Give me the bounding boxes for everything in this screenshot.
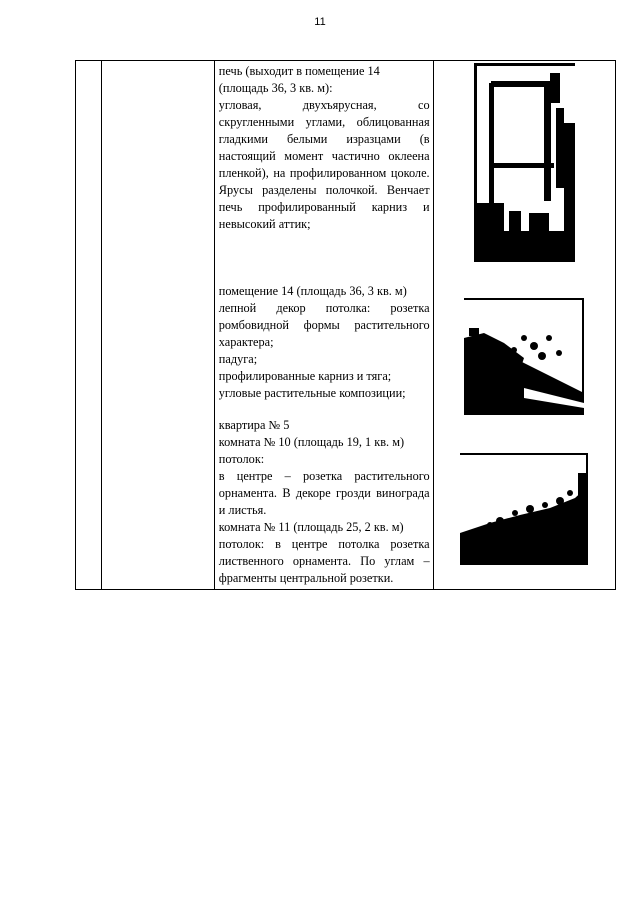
cell-description — [214, 61, 433, 590]
stove-heading-line-1: печь (выходит в помещение 14 — [218, 64, 380, 78]
table-row — [76, 61, 616, 590]
room10-heading: комната № 10 (площадь 19, 1 кв. м) — [218, 435, 405, 449]
stove-heading — [219, 63, 430, 97]
room14-heading: помещение 14 (площадь 36, 3 кв. м) — [218, 284, 407, 298]
cell-name — [102, 61, 214, 590]
room11-ceiling-description: потолок: в центре потолка розетка лиственного орнамента. По углам – фрагменты центральной розетки. — [218, 537, 430, 585]
page-number: 11 — [314, 16, 326, 28]
room14-ceiling-decor: лепной декор потолка: розетка ромбовидной формы растительного характера; — [218, 301, 430, 349]
room11-heading: комната № 11 (площадь 25, 2 кв. м) — [218, 520, 404, 534]
stove-description: угловая, двухъярусная, со скругленными углами, облицованная гладкими белыми изразцами (в настоящий момент частично оклеена пленкой), на профилированном цоколе. Ярусы разделены полочкой. Венчает печь профилированный карниз и невысокий аттик; — [218, 98, 430, 231]
monument-table — [75, 60, 616, 590]
stove-heading-line-2: (площадь 36, 3 кв. м): — [218, 81, 333, 95]
room10-ceiling-label: потолок: — [218, 452, 265, 466]
room14-item-corners: угловые растительные композиции; — [218, 386, 406, 400]
cell-number — [76, 61, 102, 590]
cell-photos — [433, 61, 615, 590]
room14-item-paduga: падуга; — [218, 352, 258, 366]
room10-ceiling-description: в центре – розетка растительного орнамента. В декоре грозди винограда и листья. — [218, 469, 430, 517]
photo-ceiling-room10-image — [460, 453, 588, 565]
apartment5-heading: квартира № 5 — [218, 418, 290, 432]
room14-item-cornice: профилированные карниз и тяга; — [218, 369, 392, 383]
photo-stove-image — [474, 63, 575, 262]
photo-ceiling-room14-image — [464, 298, 584, 415]
